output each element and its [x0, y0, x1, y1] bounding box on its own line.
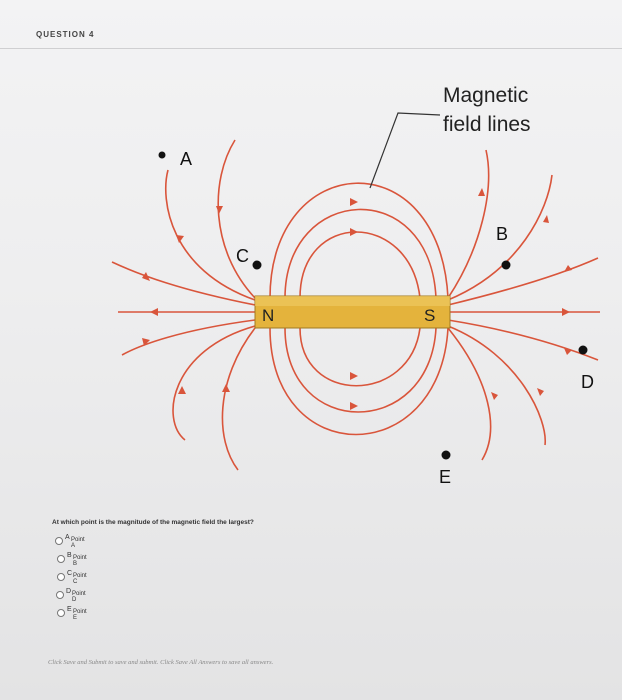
option-a-radio[interactable]: [55, 537, 63, 545]
point-a-dot: [159, 152, 166, 159]
field-line: [218, 140, 255, 298]
arrow-icon: [564, 265, 572, 272]
arrow-icon: [222, 384, 230, 392]
field-line: [448, 326, 545, 445]
question-prompt: At which point is the magnitude of the magnetic field the largest?: [52, 519, 254, 526]
point-d-label: D: [581, 372, 594, 392]
point-c: [236, 246, 262, 270]
caption-pointer: [370, 113, 440, 188]
field-line: [448, 328, 491, 460]
arrow-icon: [350, 198, 358, 206]
point-b-dot: [502, 261, 511, 270]
arrow-icon: [478, 188, 485, 196]
arrow-icon: [350, 402, 358, 410]
point-e-dot: [442, 451, 451, 460]
option-c-radio[interactable]: [57, 573, 65, 581]
point-a: [159, 149, 193, 169]
point-d: [579, 346, 595, 393]
field-line: [300, 232, 420, 298]
point-c-label: C: [236, 246, 249, 266]
question-title: QUESTION 4: [36, 30, 95, 39]
footer-instructions: Click Save and Submit to save and submit. Click Save All Answers to save all answers.: [48, 659, 274, 666]
field-line: [448, 258, 598, 305]
pole-south-label: S: [424, 306, 436, 325]
arrow-icon: [350, 228, 358, 236]
field-line: [222, 328, 255, 470]
option-e-radio[interactable]: [57, 609, 65, 617]
field-line: [122, 320, 255, 355]
arrow-icon: [564, 348, 572, 355]
arrow-icon: [150, 308, 158, 316]
option-b-letter: B: [67, 552, 72, 559]
option-a-letter: A: [65, 534, 70, 541]
arrow-icon: [216, 206, 223, 214]
pole-north-label: N: [262, 306, 275, 325]
arrow-icon: [537, 388, 544, 396]
option-e-label[interactable]: Point E: [73, 608, 87, 621]
point-d-dot: [579, 346, 588, 355]
caption-line-1: Magnetic: [443, 84, 529, 107]
option-d-radio[interactable]: [56, 591, 64, 599]
field-line: [448, 150, 489, 298]
field-line: [173, 326, 255, 440]
field-line: [285, 328, 436, 412]
field-line: [270, 328, 448, 435]
point-e: [439, 451, 451, 488]
point-a-label: A: [180, 149, 193, 169]
point-b: [496, 224, 511, 270]
field-line: [270, 183, 448, 298]
field-line: [300, 328, 420, 386]
point-b-label: B: [496, 224, 509, 244]
arrow-icon: [491, 392, 498, 400]
field-line: [285, 209, 436, 298]
option-c-letter: C: [67, 570, 73, 577]
option-b-label[interactable]: Point B: [73, 554, 87, 567]
point-e-label: E: [439, 467, 452, 487]
option-b-radio[interactable]: [57, 555, 65, 563]
arrow-icon: [178, 386, 186, 394]
point-c-dot: [253, 261, 262, 270]
option-c-label[interactable]: Point C: [73, 572, 87, 585]
caption-line-2: field lines: [443, 113, 531, 136]
field-line: [448, 320, 598, 360]
arrow-icon: [562, 308, 570, 316]
arrow-icon: [543, 215, 549, 223]
arrow-icon: [350, 372, 358, 380]
option-d-letter: D: [66, 588, 72, 595]
option-d-label[interactable]: Point D: [72, 590, 86, 603]
option-a-label[interactable]: Point A: [71, 536, 85, 549]
option-e-letter: E: [67, 606, 72, 613]
